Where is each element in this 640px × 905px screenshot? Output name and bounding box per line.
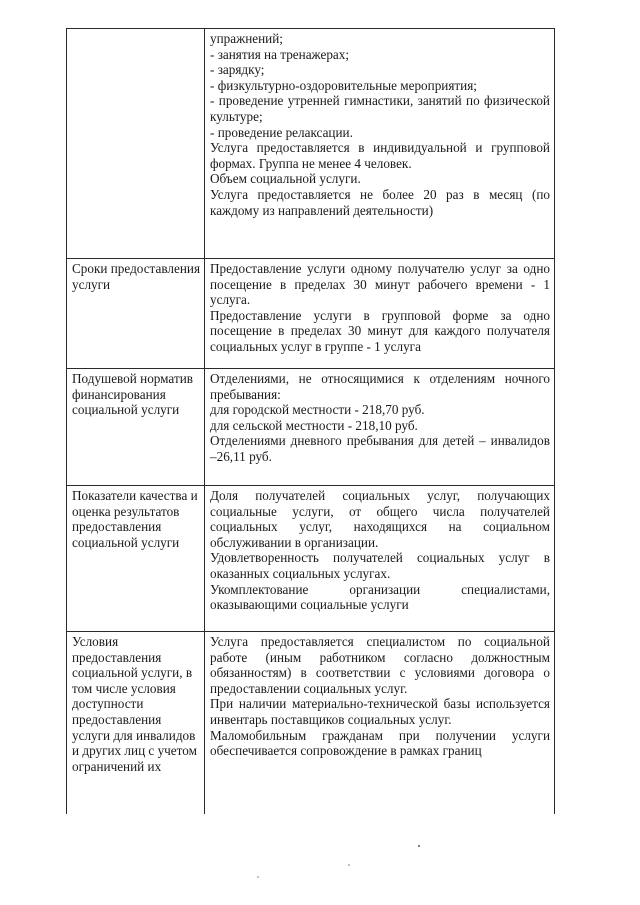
row-label: Показатели качества и оценка результатов предоставления социальной услуги bbox=[67, 486, 205, 632]
content-line: Услуга предоставляется не более 20 раз в месяц (по каждому из направлений деятельности) bbox=[210, 186, 550, 218]
content-line: - занятия на тренажерах; bbox=[210, 46, 350, 62]
content-line: упражнений; bbox=[210, 31, 283, 46]
content-line: Отделениями дневного пребывания для детей – инвалидов –26,11 руб. bbox=[210, 433, 550, 464]
content-line: Услуга предоставляется в индивидуальной и групповой формах. Группа не менее 4 человек. bbox=[210, 140, 550, 171]
row-label: Условия предоставления социальной услуги, в том числе условия доступности предоставления услуги для инвалидов и других лиц с учетом ограничений их bbox=[67, 632, 205, 814]
content-line: - проведение утренней гимнастики, занятий по физической культуре; bbox=[210, 93, 550, 124]
content-line: для сельской местности - 218,10 руб. bbox=[210, 417, 418, 433]
content-line: Предоставление услуги в групповой форме за одно посещение в пределах 30 минут для каждого получателя социальных услуг в группе - 1 услуга bbox=[210, 307, 550, 354]
scan-dot bbox=[348, 864, 350, 866]
content-line: Укомплектование организации специалистами, оказывающими социальные услуги bbox=[210, 581, 550, 613]
content-line: - зарядку; bbox=[210, 62, 265, 78]
content-line: Услуга предоставляется специалистом по социальной работе (иным работником согласно должностным обязанностям) в соответствии с условиями договора о предоставлении социальных услуг. bbox=[210, 634, 550, 696]
content-line: Объем социальной услуги. bbox=[210, 171, 361, 187]
content-line: - физкультурно-оздоровительные мероприятия; bbox=[210, 77, 477, 93]
content-line: Предоставление услуги одному получателю услуг за одно посещение в пределах 30 минут рабочего времени - 1 услуга. bbox=[210, 261, 550, 308]
content-line: Доля получателей социальных услуг, получающих социальные услуги, от общего числа получателей социальных услуг, находящихся на социальном обслуживании в организации. bbox=[210, 488, 550, 550]
content-line: Удовлетворенность получателей социальных услуг в оказанных социальных услугах. bbox=[210, 550, 550, 581]
scan-dot bbox=[418, 845, 420, 847]
content-line: При наличии материально-технической базы используется инвентарь поставщиков социальных услуг. bbox=[210, 696, 550, 727]
scan-dot bbox=[257, 876, 259, 878]
content-line: - проведение релаксации. bbox=[210, 124, 353, 140]
content-line: Отделениями, не относящимися к отделениям ночного пребывания: bbox=[210, 371, 550, 402]
row-label: Сроки предоставления услуги bbox=[67, 259, 205, 369]
row-label: Подушевой норматив финансирования социальной услуги bbox=[67, 369, 205, 486]
content-line: Маломобильным гражданам при получении услуги обеспечивается сопровождение в рамках границ bbox=[210, 727, 550, 759]
content-line: для городской местности - 218,70 руб. bbox=[210, 402, 425, 418]
